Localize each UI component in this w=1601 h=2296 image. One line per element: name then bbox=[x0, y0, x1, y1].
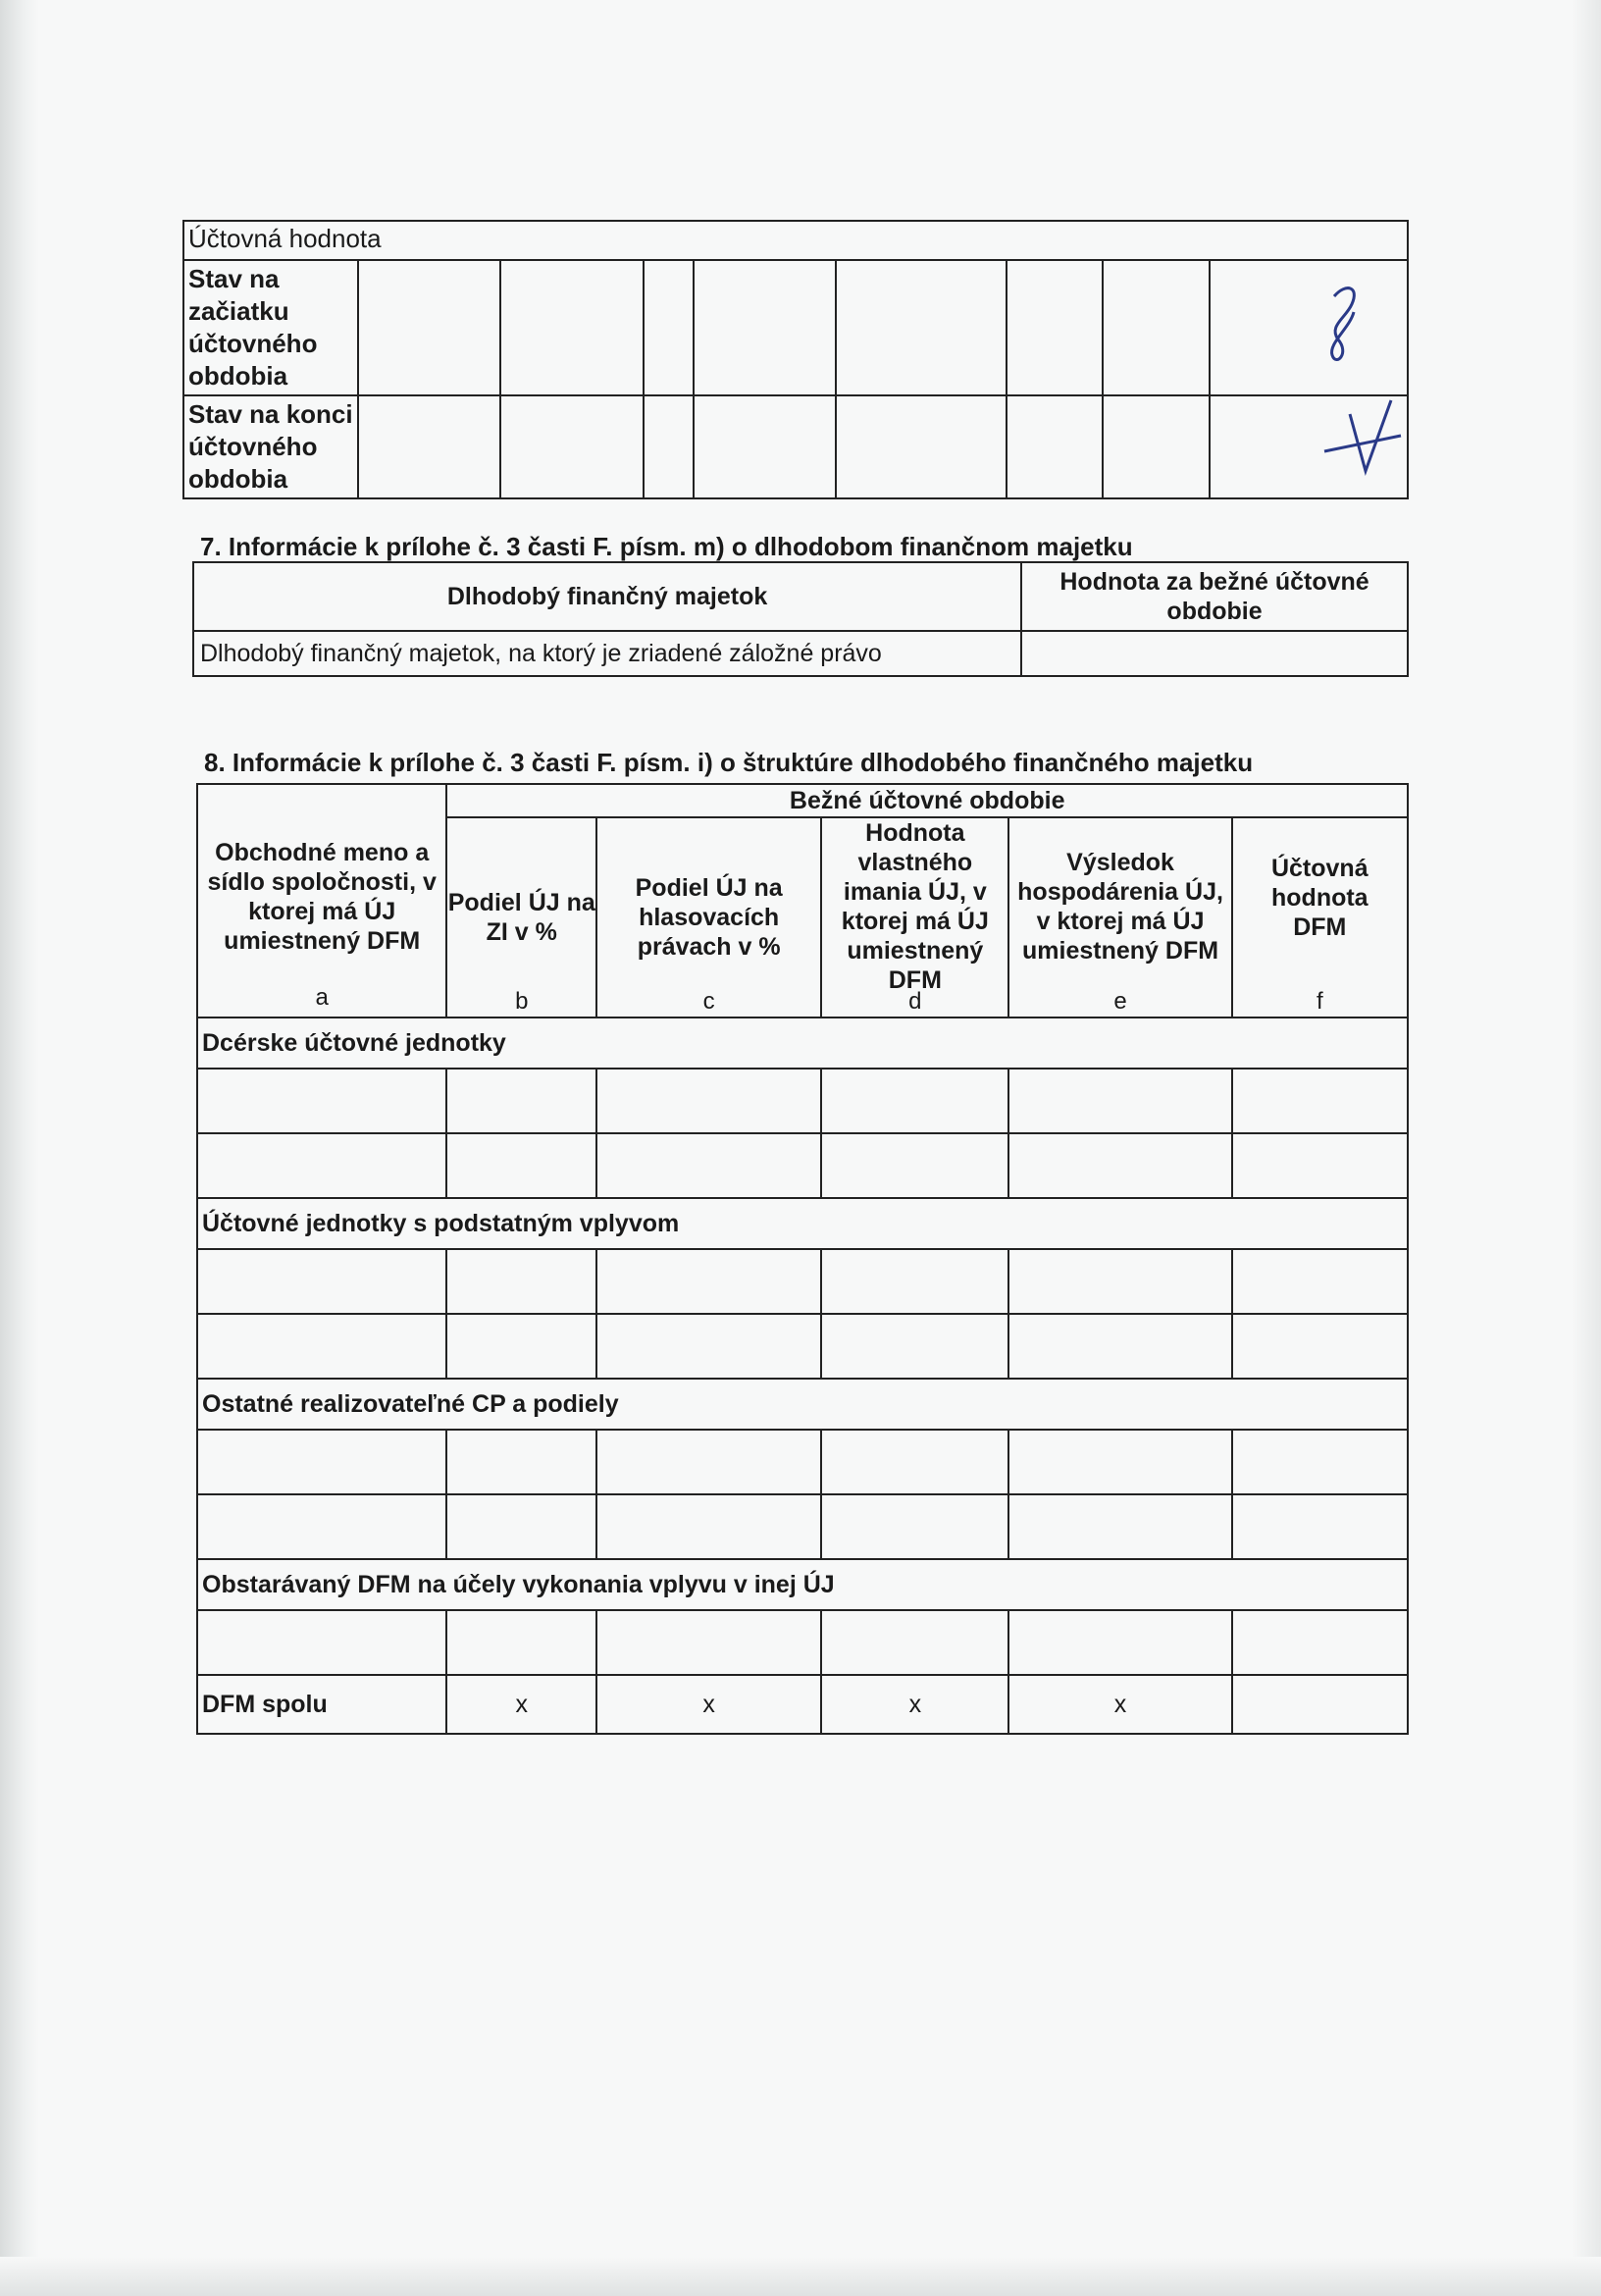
col-f-letter: f bbox=[1316, 988, 1323, 1015]
section7-col1-header: Dlhodobý finančný majetok bbox=[193, 562, 1021, 631]
table-row bbox=[197, 1133, 1408, 1198]
col-d-header: Hodnota vlastného imania ÚJ, v ktorej má ÚJ umiestnený DFM bbox=[841, 819, 989, 994]
section7-title: 7. Informácie k prílohe č. 3 časti F. písm. m) o dlhodobom finančnom majetku bbox=[200, 532, 1133, 561]
period-header: Bežné účtovné obdobie bbox=[446, 784, 1408, 817]
handwritten-mark bbox=[1295, 279, 1413, 485]
col-b-letter: b bbox=[515, 988, 529, 1015]
group-podstatny-vplyv: Účtovné jednotky s podstatným vplyvom bbox=[197, 1198, 1408, 1249]
table-row bbox=[197, 1610, 1408, 1675]
total-value-f bbox=[1232, 1675, 1408, 1734]
section7-value-cell bbox=[1021, 631, 1408, 676]
table-row bbox=[197, 1430, 1408, 1494]
row-label-start: Stav na začiatku účtovného obdobia bbox=[183, 260, 358, 395]
row-label-end: Stav na konci účtovného obdobia bbox=[183, 395, 358, 498]
scan-edge-bottom bbox=[0, 2257, 1601, 2296]
col-d-letter: d bbox=[908, 988, 922, 1015]
section8-table bbox=[196, 783, 1409, 1735]
group-ostatne-cp: Ostatné realizovateľné CP a podiely bbox=[197, 1379, 1408, 1430]
total-label: DFM spolu bbox=[197, 1675, 446, 1734]
total-mark-b: x bbox=[446, 1675, 596, 1734]
total-mark-c: x bbox=[596, 1675, 821, 1734]
group-obstaravany-dfm: Obstarávaný DFM na účely vykonania vplyvu v inej ÚJ bbox=[197, 1559, 1408, 1610]
top-book-value-table bbox=[182, 220, 1409, 499]
col-a-letter: a bbox=[315, 984, 329, 1011]
scan-edge-left bbox=[0, 0, 39, 2296]
table-row bbox=[197, 1069, 1408, 1133]
total-mark-e: x bbox=[1008, 1675, 1231, 1734]
col-e-header: Výsledok hospodárenia ÚJ, v ktorej má ÚJ umiestnený DFM bbox=[1017, 849, 1223, 965]
total-mark-d: x bbox=[821, 1675, 1008, 1734]
col-b-header: Podiel ÚJ na ZI v % bbox=[447, 889, 595, 946]
col-f-header: Účtovná hodnota DFM bbox=[1270, 855, 1369, 941]
col-a-header: Obchodné meno a sídlo spoločnosti, v ktorej má ÚJ umiestnený DFM bbox=[207, 839, 437, 955]
section8-title: 8. Informácie k prílohe č. 3 časti F. písm. i) o štruktúre dlhodobého finančného majetku bbox=[204, 748, 1254, 777]
section7-col2-header: Hodnota za bežné účtovné obdobie bbox=[1021, 562, 1408, 631]
scan-edge-right bbox=[1572, 0, 1601, 2296]
top-table-header: Účtovná hodnota bbox=[183, 221, 1408, 260]
section7-table bbox=[192, 561, 1409, 677]
table-row bbox=[197, 1494, 1408, 1559]
section7-row-label: Dlhodobý finančný majetok, na ktorý je zriadené záložné právo bbox=[193, 631, 1021, 676]
group-dcerske: Dcérske účtovné jednotky bbox=[197, 1018, 1408, 1069]
table-row bbox=[197, 1249, 1408, 1314]
table-row bbox=[197, 1314, 1408, 1379]
col-c-letter: c bbox=[702, 988, 715, 1015]
col-e-letter: e bbox=[1113, 988, 1127, 1015]
col-c-header: Podiel ÚJ na hlasovacích právach v % bbox=[635, 874, 783, 961]
